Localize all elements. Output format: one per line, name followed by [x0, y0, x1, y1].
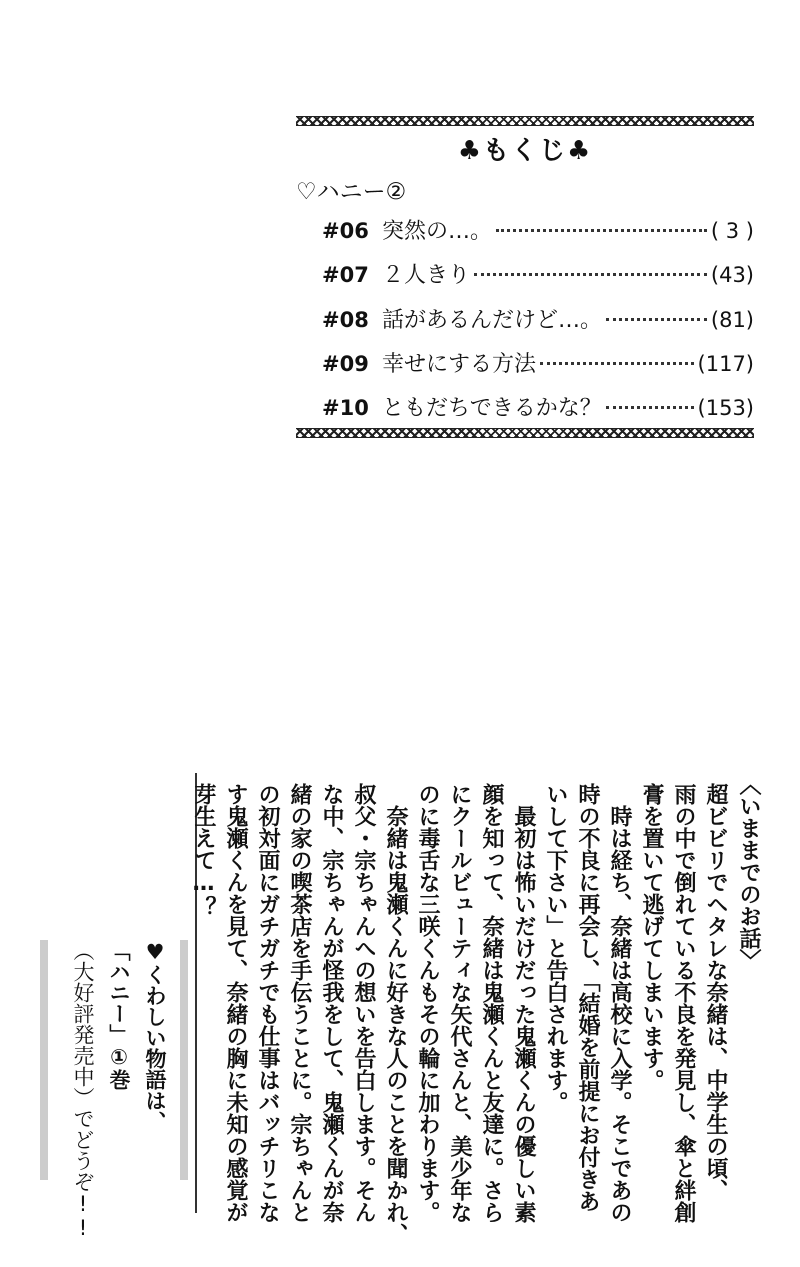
toc-entry-page: ( 3 ) [710, 219, 754, 243]
side-note-bar-left [40, 940, 48, 1180]
summary-line: 膏を置いて逃げてしまいます。 [639, 783, 664, 1091]
volume-label: ♡ハニー② [296, 179, 407, 205]
summary-line: 時の不良に再会し、「結婚を前提にお付きあ [575, 783, 600, 1212]
summary-line: 芽生えて…？ [191, 783, 216, 918]
side-note [40, 940, 170, 1240]
summary-box [191, 773, 767, 1245]
toc-entry-09 [322, 347, 754, 377]
summary-line: 奈緒は鬼瀬くんに好きな人のことを聞かれ、 [383, 805, 408, 1245]
toc-entry-title: 突然の…。 [382, 219, 493, 244]
toc-entry-page: (117) [697, 352, 754, 376]
toc-leader-dots [496, 229, 707, 232]
toc-entry-08 [322, 303, 754, 333]
summary-line: 最初は怖いだけだった鬼瀬くんの優しい素 [511, 805, 536, 1223]
summary-heading: 〈いままでのお話〉 [736, 773, 761, 971]
toc-entry-06 [322, 214, 754, 244]
side-note-line: 「ハニー」①巻 [107, 940, 131, 1090]
toc-entry-page: (81) [710, 308, 754, 332]
toc-entry-title: ２人きり [382, 263, 471, 288]
toc-title: ♣もくじ♣ [457, 136, 593, 166]
toc-leader-dots [474, 273, 707, 276]
toc-entry-number: #08 [322, 308, 369, 332]
side-note-bar-right [180, 940, 188, 1180]
toc-entry-number: #06 [322, 219, 369, 243]
toc-entry-title: 話があるんだけど…。 [382, 308, 603, 333]
toc-leader-dots [606, 318, 707, 321]
side-note-line: ♥くわしい物語は、 [143, 940, 167, 1132]
toc-entry-number: #07 [322, 263, 369, 287]
toc-entry-10 [322, 391, 754, 421]
summary-line: な中、宗ちゃんが怪我をして、鬼瀬くんが奈 [319, 783, 344, 1223]
toc-leader-dots [540, 362, 694, 365]
toc-entry-page: (153) [697, 396, 754, 420]
toc-top-border [296, 116, 754, 126]
summary-line: 顔を知って、奈緒は鬼瀬くんと友達に。さら [479, 783, 504, 1223]
toc-entry-number: #09 [322, 352, 369, 376]
toc-leader-dots [606, 406, 694, 409]
summary-line: にクールビューティな矢代さんと、美少年な [447, 783, 472, 1223]
summary-line: 緒の家の喫茶店を手伝うことに。宗ちゃんと [287, 783, 312, 1223]
toc-entry-title: ともだちできるかな？ [382, 396, 602, 421]
summary-line: の初対面にガチガチでも仕事はバッチリこな [255, 783, 280, 1223]
summary-line: す鬼瀬くんを見て、奈緒の胸に未知の感覚が [223, 783, 248, 1223]
toc-entry-07 [322, 258, 754, 288]
summary-line: 雨の中で倒れている不良を発見し、傘と絆創 [671, 783, 696, 1223]
side-note-line: （大好評発売中）でどうぞ!! [71, 940, 95, 1240]
summary-line: 時は経ち、奈緒は高校に入学。そこであの [607, 805, 632, 1223]
summary-line: 叔父・宗ちゃんへの想いを告白します。そん [351, 783, 376, 1223]
summary-line: 超ビビリでヘタレな奈緒は、中学生の頃、 [703, 783, 728, 1201]
summary-line: のに毒舌な三咲くんもその輪に加わります。 [415, 783, 440, 1223]
toc-bottom-border [296, 428, 754, 438]
toc-entry-page: (43) [710, 263, 754, 287]
toc-entry-title: 幸せにする方法 [382, 352, 537, 377]
toc-entry-number: #10 [322, 396, 369, 420]
summary-line: いして下さい」と告白されます。 [543, 783, 568, 1113]
